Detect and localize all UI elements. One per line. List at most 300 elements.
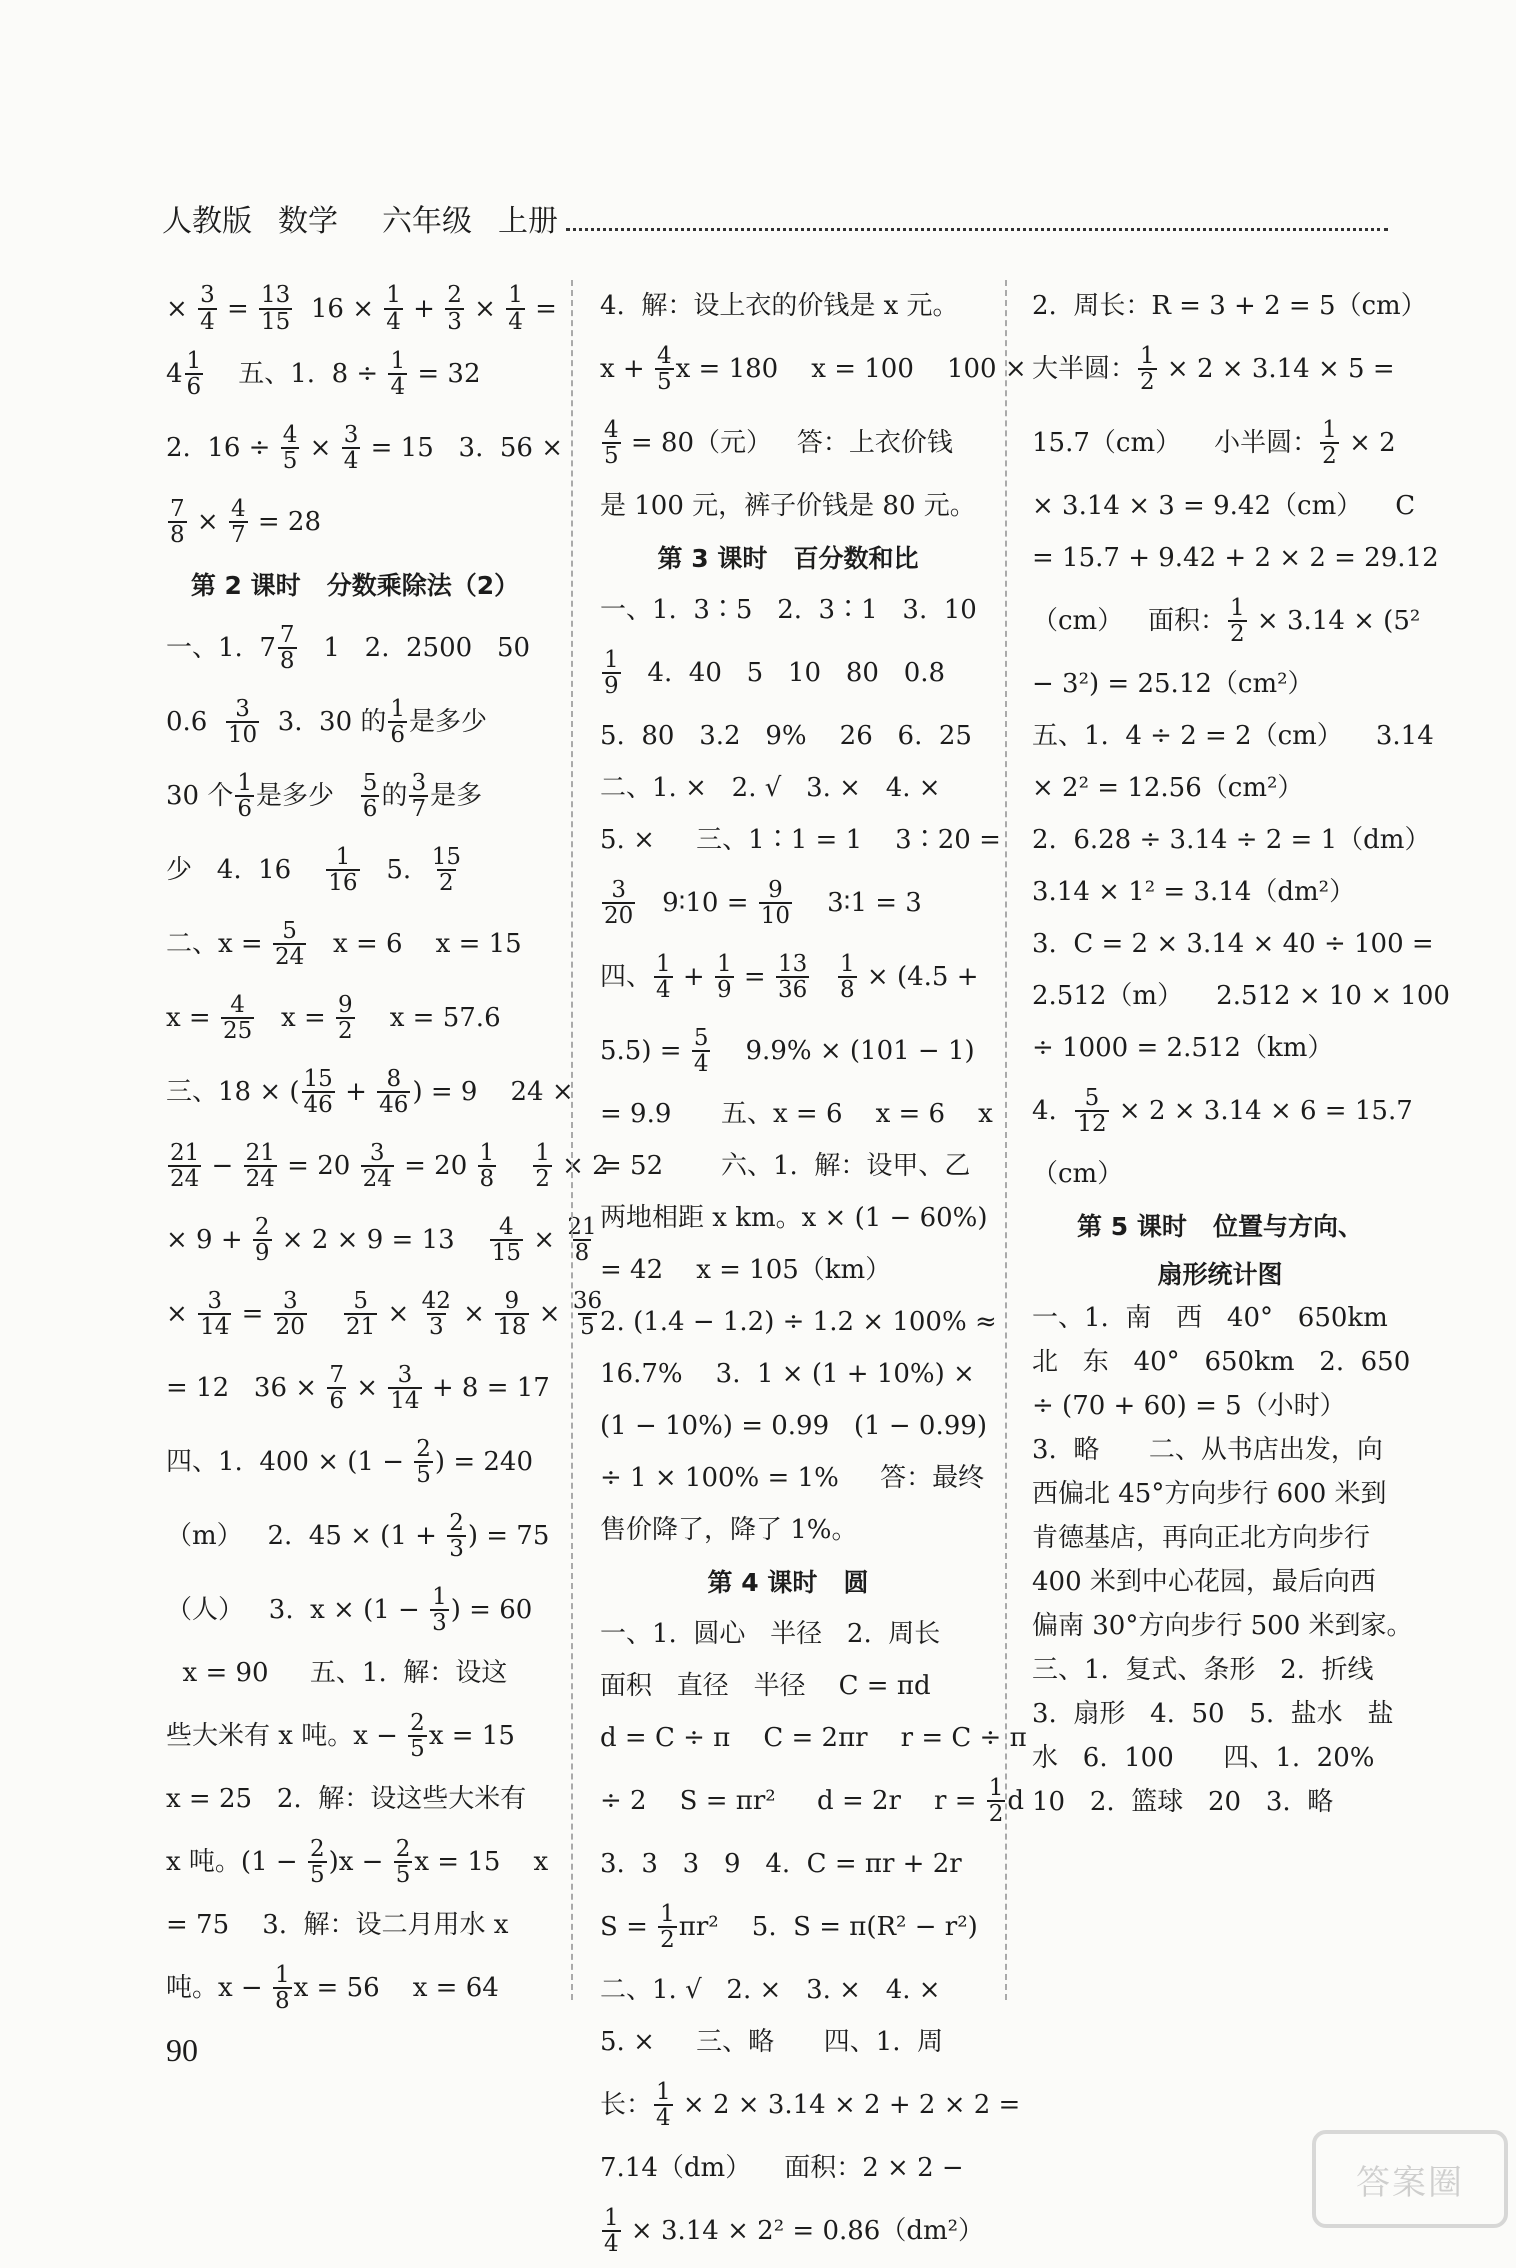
answer-line — [1032, 1384, 1408, 1428]
fraction — [281, 423, 300, 473]
fraction — [1075, 1086, 1108, 1136]
answer-line — [600, 2068, 1021, 2142]
answer-text: 一、1. 3∶5 2. 3∶1 3. 10 — [600, 595, 977, 625]
answer-text: + — [404, 293, 444, 324]
fraction-numerator: 4 — [230, 495, 246, 522]
answer-line — [1032, 658, 1408, 710]
fraction-numerator: 1 — [237, 769, 252, 796]
fraction — [506, 283, 525, 333]
answer-text: × 2 × 9 = 13 — [273, 1225, 488, 1255]
answer-line — [600, 2194, 985, 2268]
fraction-denominator: 14 — [200, 1314, 230, 1340]
answer-line — [600, 1192, 988, 1244]
answer-line — [1032, 1340, 1411, 1384]
answer-line — [1032, 584, 1421, 658]
fraction-numerator: 3 — [611, 876, 626, 903]
fraction-numerator: 2 — [447, 282, 462, 309]
answer-text: 第 2 课时 分数乘除法（2） — [190, 570, 520, 600]
answer-line — [600, 2016, 976, 2068]
fraction — [198, 283, 217, 333]
answer-text: x = 90 五、1. 解：设这 — [166, 1658, 508, 1688]
answer-text: ) = 240 — [434, 1447, 534, 1477]
fraction-denominator: 6 — [329, 1388, 344, 1414]
answer-text: 第 5 课时 位置与方向、 — [1077, 1211, 1363, 1241]
answer-text: x = 15 x — [414, 1847, 549, 1877]
answer-column-2 — [600, 280, 1027, 2257]
answer-text: 16.7% 3. 1 × (1 + 10%) × — [600, 1359, 975, 1389]
answer-line — [1032, 710, 1434, 762]
fraction-denominator: 46 — [303, 1092, 333, 1118]
answer-line — [166, 1899, 544, 1951]
answer-line — [1032, 1148, 1408, 1200]
answer-line — [166, 1129, 609, 1203]
fraction-numerator: 1 — [390, 695, 406, 722]
fraction-denominator: 6 — [390, 722, 406, 748]
answer-line — [600, 1140, 976, 1192]
fraction-denominator: 16 — [328, 870, 358, 896]
fraction — [168, 497, 187, 547]
fraction — [253, 1215, 272, 1265]
answer-text: = — [218, 293, 258, 324]
fraction-denominator: 4 — [656, 977, 671, 1003]
fraction-numerator: 7 — [279, 621, 295, 648]
fraction-denominator: 2 — [439, 870, 454, 896]
answer-text: × 3.14 × 3 = 9.42（cm） C — [1032, 491, 1416, 521]
fraction-denominator: 2 — [1322, 443, 1337, 469]
answer-text: + — [336, 1077, 376, 1107]
fraction — [259, 283, 292, 333]
answer-text: = 9.9 五、x = 6 x = 6 x — [600, 1099, 993, 1129]
fraction-numerator: 4 — [230, 991, 245, 1018]
fraction-numerator: 1 — [604, 646, 619, 673]
fraction — [344, 1289, 377, 1339]
fraction-denominator: 2 — [535, 1166, 550, 1192]
answer-text: 五、1. 4 ÷ 2 = 2（cm） 3.14 — [1032, 721, 1434, 751]
fraction-numerator: 1 — [656, 950, 671, 977]
fraction-numerator: 1 — [660, 1900, 675, 1927]
answer-line — [600, 1504, 976, 1556]
fraction-denominator: 8 — [279, 648, 295, 674]
answer-text: x = 15 — [428, 1721, 515, 1751]
answer-line — [1032, 1022, 1408, 1074]
answer-text: − 3²) = 25.12（cm²） — [1032, 669, 1314, 699]
answer-text: （m） 2. 45 × (1 + — [166, 1521, 446, 1551]
fraction-numerator: 2 — [449, 1509, 464, 1536]
fraction-numerator: 1 — [274, 1961, 290, 1988]
answer-line — [600, 2142, 976, 2194]
fraction-denominator: 3 — [432, 1610, 447, 1636]
answer-text: 是多少 — [409, 707, 488, 737]
fraction — [490, 1215, 523, 1265]
answer-text: x = 180 x = 100 100 × — [675, 354, 1027, 384]
answer-line — [600, 332, 1027, 406]
fraction — [388, 697, 407, 747]
answer-line — [600, 866, 976, 940]
answer-line — [600, 636, 976, 710]
answer-text: 0.6 — [166, 707, 224, 737]
fraction-denominator: 6 — [186, 374, 202, 400]
fraction — [445, 283, 464, 333]
answer-text: = 52 六、1. 解：设甲、乙 — [600, 1151, 971, 1181]
header-dotted-rule — [566, 228, 1388, 231]
answer-text: 一、1. 圆心 半径 2. 周长 — [600, 1619, 941, 1649]
fraction — [654, 2080, 673, 2130]
answer-line — [600, 1296, 997, 1348]
fraction — [1320, 418, 1339, 468]
fraction-denominator: 10 — [227, 722, 258, 748]
fraction-numerator: 3 — [411, 769, 427, 796]
fraction-denominator: 3 — [449, 1536, 464, 1562]
fraction-numerator: 1 — [432, 1583, 447, 1610]
fraction — [987, 1776, 1006, 1826]
answer-line — [166, 1351, 550, 1425]
fraction-numerator: 13 — [777, 950, 808, 977]
fraction-numerator: 3 — [343, 421, 359, 448]
fraction — [377, 1067, 410, 1117]
answer-text: + — [674, 962, 713, 992]
fraction — [235, 771, 254, 821]
answer-line — [166, 759, 544, 833]
answer-text: × — [347, 1373, 387, 1403]
fraction — [221, 993, 254, 1043]
fraction-numerator: 7 — [329, 1361, 344, 1388]
fraction-numerator: 4 — [499, 1213, 514, 1240]
fraction-denominator: 25 — [222, 1018, 253, 1044]
answer-line — [166, 1699, 544, 1773]
answer-text: 9.9% × (101 − 1) — [712, 1036, 975, 1066]
answer-text: 4. 40 5 10 80 0.8 — [622, 658, 946, 688]
fraction — [388, 349, 407, 399]
answer-text: × — [525, 1225, 564, 1255]
answer-text: 3. 30 的 — [261, 707, 387, 737]
page-number: 90 — [166, 2032, 198, 2068]
fraction-numerator: 1 — [840, 950, 855, 977]
fraction-denominator: 9 — [716, 977, 732, 1003]
answer-text: 两地相距 x km。x × (1 − 60%) — [600, 1203, 988, 1233]
fraction-numerator: 4 — [604, 416, 619, 443]
fraction-numerator: 9 — [504, 1287, 520, 1314]
fraction — [409, 771, 428, 821]
answer-text: = 20 — [278, 1151, 359, 1181]
fraction-denominator: 4 — [693, 1051, 709, 1077]
answer-text: 10 2. 篮球 20 3. 略 — [1032, 1787, 1334, 1817]
answer-text: 是多 — [430, 781, 483, 811]
answer-line — [166, 833, 544, 907]
subject-label: 数学 — [278, 204, 338, 239]
answer-line — [166, 981, 544, 1055]
answer-text: d = C ÷ π C = 2πr r = C ÷ π — [600, 1723, 1027, 1753]
fraction-numerator: 1 — [186, 347, 202, 374]
answer-text: 四、 — [600, 962, 653, 992]
fraction — [384, 283, 403, 333]
answer-column-1 — [166, 280, 609, 2014]
answer-line — [166, 485, 544, 559]
answer-text: = 28 — [249, 507, 322, 537]
answer-line — [600, 940, 979, 1014]
answer-line — [166, 907, 544, 981]
answer-text: − — [203, 1151, 242, 1181]
fraction-denominator: 5 — [410, 1736, 425, 1762]
answer-text: = 32 — [409, 359, 481, 389]
fraction-numerator: 15 — [431, 843, 461, 870]
answer-line — [1032, 970, 1450, 1022]
answer-line — [1032, 1692, 1408, 1736]
answer-text: 2. 6.28 ÷ 3.14 ÷ 2 = 1（dm） — [1032, 825, 1431, 855]
fraction — [602, 648, 621, 698]
fraction-denominator: 3 — [428, 1314, 444, 1340]
answer-line — [600, 1014, 976, 1088]
fraction — [692, 1026, 711, 1076]
answer-text: × 2 — [1340, 428, 1396, 458]
answer-text: ) = 75 — [467, 1521, 550, 1551]
answer-line — [600, 710, 976, 762]
answer-text: x = 6 x = 15 — [308, 929, 522, 959]
answer-line — [1032, 1780, 1408, 1824]
grade-label: 六年级 — [382, 204, 472, 239]
fraction-numerator: 1 — [604, 2204, 619, 2231]
fraction-denominator: 5 — [395, 1862, 411, 1888]
fraction-denominator: 15 — [491, 1240, 521, 1266]
fraction-numerator: 1 — [1140, 342, 1155, 369]
answer-line — [166, 411, 564, 485]
fraction-numerator: 1 — [390, 347, 406, 374]
answer-line — [1032, 532, 1439, 584]
fraction-numerator: 3 — [369, 1139, 385, 1166]
answer-text: × — [166, 1299, 197, 1329]
answer-text: × — [454, 1299, 494, 1329]
answer-text: × 3.14 × 2² = 0.86（dm²） — [622, 2216, 985, 2246]
lesson-heading — [1032, 1200, 1408, 1252]
answer-text: 3. 3 3 9 4. C = πr + 2r — [600, 1849, 962, 1879]
answer-line — [1032, 1074, 1413, 1148]
fraction — [408, 1711, 427, 1761]
fraction — [327, 1363, 346, 1413]
fraction-denominator: 5 — [309, 1862, 325, 1888]
fraction — [244, 1141, 277, 1191]
answer-text: 4 — [166, 359, 183, 389]
answer-text: （cm） 面积： — [1032, 606, 1227, 636]
fraction-denominator: 4 — [200, 308, 215, 335]
watermark-text: 答案圈 — [1356, 2162, 1464, 2203]
answer-text: × 2 — [553, 1151, 609, 1181]
answer-text: 7.14（dm） 面积：2 × 2 − — [600, 2153, 964, 2183]
answer-text: × 2 × 3.14 × 2 + 2 × 2 = — [674, 2090, 1021, 2120]
answer-text: × (4.5 + — [858, 962, 979, 992]
answer-line — [1032, 480, 1416, 532]
fraction — [430, 845, 463, 895]
fraction — [602, 878, 635, 928]
fraction — [302, 1067, 335, 1117]
answer-text: = 12 36 × — [166, 1373, 326, 1403]
fraction — [430, 1585, 449, 1635]
fraction-denominator: 8 — [840, 977, 855, 1003]
fraction-numerator: 21 — [245, 1139, 275, 1166]
answer-line — [600, 280, 976, 332]
fraction-numerator: 21 — [170, 1139, 200, 1166]
answer-text — [498, 1153, 531, 1179]
fraction — [447, 1511, 466, 1561]
fraction-denominator: 2 — [988, 1801, 1004, 1827]
fraction-numerator: 2 — [416, 1435, 431, 1462]
fraction-denominator: 2 — [338, 1018, 353, 1044]
fraction-denominator: 14 — [390, 1388, 420, 1414]
fraction-denominator: 10 — [760, 903, 791, 929]
fraction — [478, 1141, 497, 1191]
answer-line — [166, 1425, 544, 1499]
fraction-numerator: 1 — [535, 1139, 550, 1166]
fraction — [655, 344, 674, 394]
answer-line — [166, 1203, 597, 1277]
lesson-heading — [600, 1556, 976, 1608]
answer-line — [166, 1499, 550, 1573]
fraction-numerator: 4 — [282, 421, 298, 448]
answer-text: 是 100 元，裤子价钱是 80 元。 — [600, 491, 976, 521]
answer-text: 第 3 课时 百分数和比 — [657, 543, 919, 573]
answer-line — [600, 1890, 976, 1964]
fraction-denominator: 5 — [416, 1462, 431, 1488]
fraction-numerator: 21 — [567, 1213, 597, 1240]
answer-line — [1032, 814, 1431, 866]
answer-text: 5.5) = — [600, 1036, 690, 1066]
answer-line — [166, 1277, 603, 1351]
answer-text: ÷ 1000 = 2.512（km） — [1032, 1033, 1334, 1063]
fraction — [838, 952, 857, 1002]
answer-text: 2. 周长：R = 3 + 2 = 5（cm） — [1032, 291, 1427, 321]
answer-line — [1032, 1472, 1408, 1516]
fraction-denominator: 15 — [261, 308, 291, 335]
answer-text: 五、1. 8 ÷ — [205, 359, 387, 389]
fraction-denominator: 5 — [656, 369, 672, 395]
answer-text: 三、18 × ( — [166, 1077, 300, 1107]
answer-text: 的 — [381, 781, 408, 811]
fraction-numerator: 3 — [207, 1287, 223, 1314]
answer-text: 第 4 课时 圆 — [707, 1567, 869, 1597]
fraction-numerator: 1 — [1230, 594, 1245, 621]
answer-line — [600, 762, 976, 814]
answer-text: ÷ 2 S = πr² d = 2r r = — [600, 1786, 985, 1816]
answer-text: 2. (1.4 − 1.2) ÷ 1.2 × 100% ≈ — [600, 1307, 997, 1337]
fraction — [198, 1289, 231, 1339]
answer-text: 二、1. × 2. √ 3. × 4. × — [600, 773, 941, 803]
answer-text: 3. C = 2 × 3.14 × 40 ÷ 100 = — [1032, 929, 1434, 959]
answer-text: = 20 — [395, 1151, 476, 1181]
lesson-heading — [1032, 1252, 1408, 1296]
answer-text: × — [301, 433, 340, 463]
fraction — [336, 993, 355, 1043]
answer-text: （cm） — [1032, 1159, 1124, 1189]
answer-text: = 80（元） 答：上衣价钱 — [622, 428, 953, 458]
fraction — [715, 952, 734, 1002]
fraction-numerator: 5 — [1084, 1084, 1100, 1111]
fraction-numerator: 1 — [335, 843, 351, 870]
fraction-numerator: 3 — [397, 1361, 413, 1388]
answer-text: 少 4. 16 — [166, 855, 325, 885]
fraction-denominator: 24 — [362, 1166, 392, 1192]
fraction-denominator: 5 — [282, 448, 298, 474]
answer-line — [166, 685, 544, 759]
fraction-denominator: 4 — [656, 2105, 671, 2131]
answer-line — [1032, 1736, 1408, 1780]
answer-text: + 8 = 17 — [423, 1373, 550, 1403]
answer-line — [600, 584, 976, 636]
answer-line — [1032, 280, 1427, 332]
answer-text: 4. 解：设上衣的价钱是 x 元。 — [600, 291, 959, 321]
answer-text: 肯德基店，再向正北方向步行 — [1032, 1523, 1371, 1553]
fraction — [273, 919, 306, 969]
answer-text: x + — [600, 354, 653, 384]
fraction — [326, 845, 359, 895]
answer-text: 400 米到中心花园，最后向西 — [1032, 1567, 1376, 1597]
answer-text: = — [526, 293, 557, 324]
fraction-numerator: 1 — [508, 282, 523, 309]
answer-text: 9∶10 = — [637, 888, 757, 918]
fraction — [388, 1363, 421, 1413]
fraction-numerator: 36 — [572, 1287, 603, 1314]
fraction-denominator: 24 — [245, 1166, 275, 1192]
fraction — [226, 697, 259, 747]
answer-text: = 15.7 + 9.42 + 2 × 2 = 29.12 — [1032, 543, 1439, 573]
answer-text: × 2² = 12.56（cm²） — [1032, 773, 1304, 803]
column-divider — [1005, 280, 1007, 2000]
answer-line — [166, 1573, 544, 1647]
answer-text: ) = 9 24 × — [412, 1077, 574, 1107]
answer-text: x = — [256, 1003, 335, 1033]
fraction-denominator: 9 — [254, 1240, 270, 1266]
answer-text: ) = 60 — [450, 1595, 533, 1625]
fraction-denominator: 21 — [346, 1314, 376, 1340]
answer-line — [166, 611, 544, 685]
answer-line — [600, 1764, 1025, 1838]
fraction-numerator: 2 — [309, 1835, 325, 1862]
answer-text: 2. 16 ÷ — [166, 433, 279, 463]
fraction — [602, 2206, 621, 2256]
answer-text: (1 − 10%) = 0.99 (1 − 0.99) — [600, 1411, 987, 1441]
fraction-denominator: 8 — [170, 522, 185, 548]
fraction-numerator: 3 — [282, 1287, 298, 1314]
answer-text: 是多少 — [256, 781, 359, 811]
answer-text — [309, 1301, 342, 1327]
answer-line — [600, 1660, 976, 1712]
fraction — [495, 1289, 528, 1339]
fraction-numerator: 2 — [395, 1835, 411, 1862]
answer-text — [811, 964, 836, 990]
fraction-numerator: 13 — [261, 282, 291, 309]
answer-text: × — [166, 293, 197, 324]
answer-text: d — [1007, 1786, 1025, 1816]
answer-text: ÷ (70 + 60) = 5（小时） — [1032, 1391, 1346, 1421]
answer-line — [1032, 332, 1408, 406]
answer-text: 一、1. 南 西 40° 650km — [1032, 1303, 1388, 1333]
fraction-denominator: 9 — [604, 673, 619, 699]
answer-text: 一、1. 7 — [166, 633, 276, 663]
fraction-denominator: 3 — [447, 308, 462, 335]
fraction — [278, 623, 297, 673]
fraction-denominator: 2 — [1230, 621, 1245, 647]
fraction-numerator: 5 — [362, 769, 378, 796]
publisher-label: 人教版 — [162, 204, 252, 239]
answer-text: 吨。x − — [166, 1973, 271, 2003]
answer-line — [1032, 866, 1408, 918]
fraction-numerator: 5 — [693, 1024, 709, 1051]
answer-text: ÷ 1 × 100% = 1% 答：最终 — [600, 1463, 985, 1493]
answer-line — [1032, 1516, 1408, 1560]
answer-text: × — [530, 1299, 569, 1329]
answer-text: × — [465, 293, 505, 324]
fraction-denominator: 4 — [390, 374, 406, 400]
fraction-numerator: 3 — [200, 282, 215, 309]
fraction — [1228, 596, 1247, 646]
answer-text: × 2 × 3.14 × 5 = — [1158, 354, 1395, 384]
